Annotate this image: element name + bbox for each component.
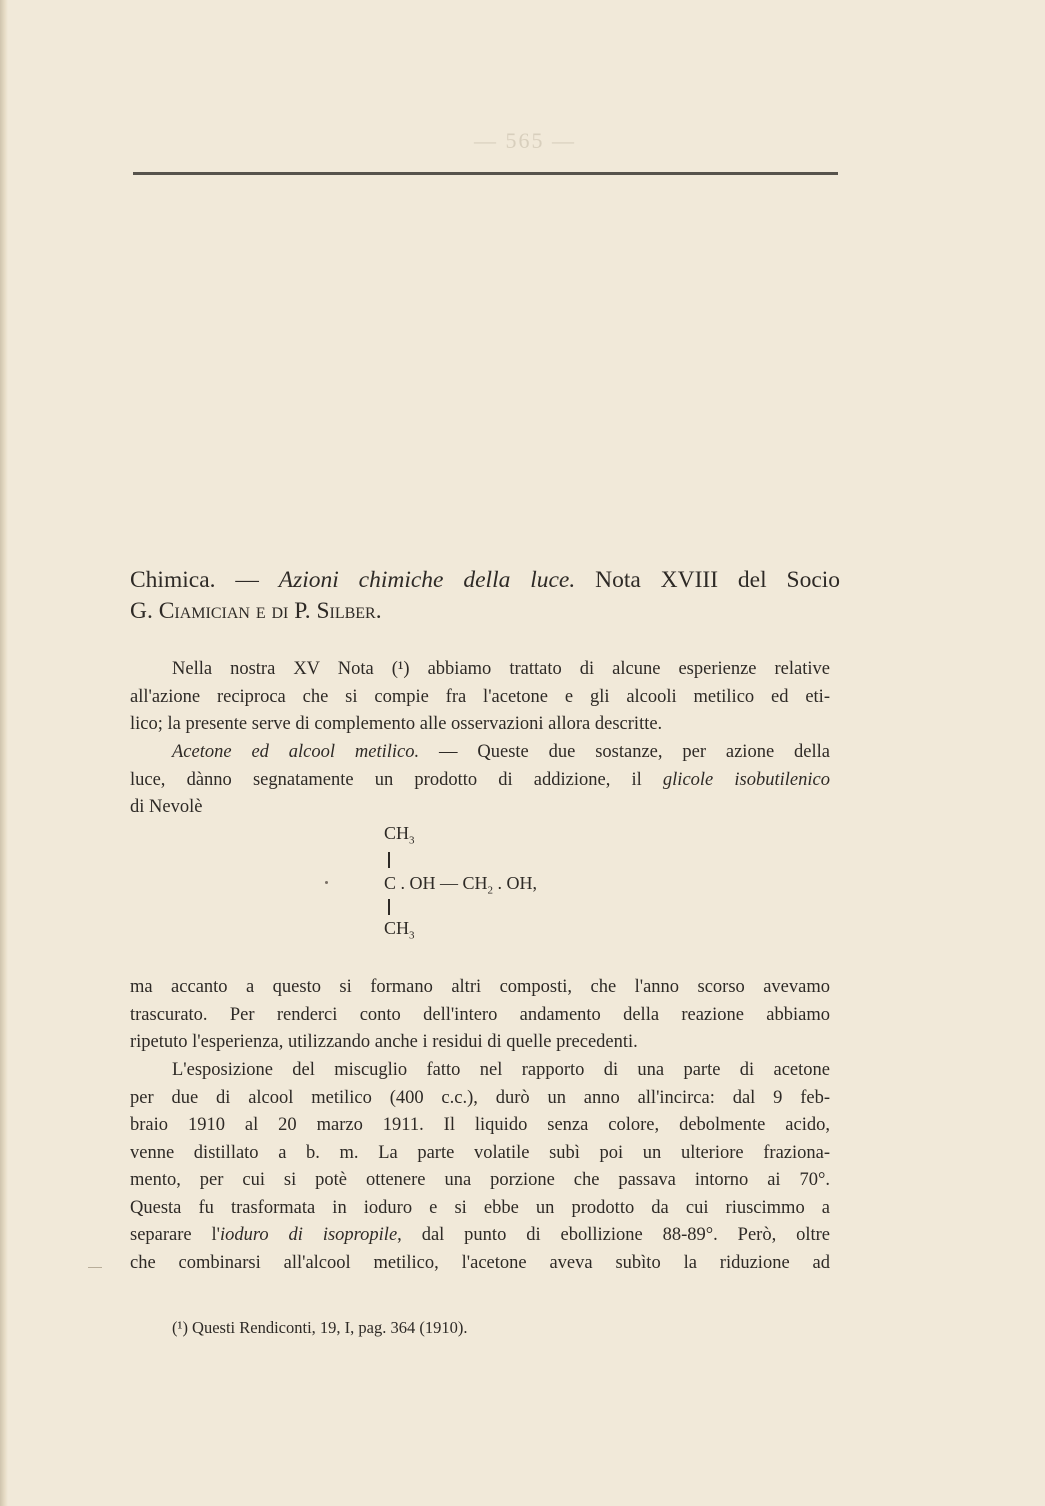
paragraph-1 [130,656,830,739]
paragraph-line: trascurato. Per renderci conto dell'intero andamento della reazione abbiamo [130,1004,830,1025]
title-line-1 [130,565,840,596]
paragraph-line: Nella nostra XV Nota (¹) abbiamo trattato di alcune esperienze relative [172,659,830,679]
paragraph-line: per due di alcool metilico (400 c.c.), durò un anno all'incirca: dal 9 feb- [130,1087,830,1108]
footnote: (¹) Questi Rendiconti, 19, I, pag. 364 (1910). [172,1318,468,1337]
paragraph-text: — Queste due sostanze, per azione della [419,742,830,762]
paragraph-2 [130,739,830,822]
paragraph-4 [130,1057,830,1277]
title-section: Chimica. [130,567,216,593]
paragraph-line: mento, per cui si potè ottenere una porzione che passava intorno ai 70°. [130,1170,830,1190]
article-title [130,565,840,627]
formula-main-chain: C . OH — $CH_2$ . OH, [384,873,538,897]
paragraph-text: luce, dànno segnatamente un prodotto di addizione, il [130,769,663,790]
paragraph-line: L'esposizione del miscuglio fatto nel rapporto di una parte di acetone [172,1060,830,1080]
title-dash: — [235,567,259,593]
header-rule [133,172,838,175]
paragraph-line [130,1222,830,1250]
paragraph-line: Questa fu trasformata in ioduro e si ebbe un prodotto da cui riuscimmo a [130,1197,830,1218]
paragraph-line: ma accanto a questo si formano altri composti, che l'anno scorso avevamo [130,977,830,997]
formula-bond-line [388,899,390,915]
formula-top-group: $CH_3$ [384,823,415,847]
page-number: — 565 — [474,128,576,153]
paragraph-line: ripetuto l'esperienza, utilizzando anche i residui di quelle precedenti. [130,1032,638,1052]
compound-name-italic: glicole isobutilenico [662,769,830,790]
stray-dot [325,881,328,884]
paragraph-line: di Nevolè [130,797,203,817]
paragraph-text: separare l' [130,1225,220,1245]
page-edge [0,0,8,1506]
compound-name-italic: ioduro di isopropile [219,1225,398,1245]
paragraph-line: all'azione reciproca che si compie fra l'acetone e gli alcooli metilico ed eti- [130,686,830,707]
paragraph-line [130,767,830,795]
section-heading-italic: Acetone ed alcool metilico. [172,742,420,762]
paragraph-line: venne distillato a b. m. La parte volatile subì poi un ulteriore fraziona- [130,1142,830,1163]
paragraph-text: , dal punto di ebollizione 88-89°. Però, oltre [397,1225,830,1245]
paragraph-line: braio 1910 al 20 marzo 1911. Il liquido senza colore, debolmente acido, [130,1115,830,1135]
margin-mark [88,1267,102,1268]
paragraph-line: lico; la presente serve di complemento alle osservazioni allora descritte. [130,714,663,734]
paragraph-3 [130,974,830,1057]
formula-bond-line [388,852,390,868]
formula-bottom-group: $CH_3$ [384,918,415,942]
paragraph-line: che combinarsi all'alcool metilico, l'acetone aveva subìto la riduzione ad [130,1252,830,1273]
title-authors: G. Ciamician e di P. Silber. [130,598,382,624]
paragraph-line [130,739,830,767]
title-subject: Azioni chimiche della luce. [278,567,576,593]
title-nota: Nota XVIII del Socio [595,567,841,593]
